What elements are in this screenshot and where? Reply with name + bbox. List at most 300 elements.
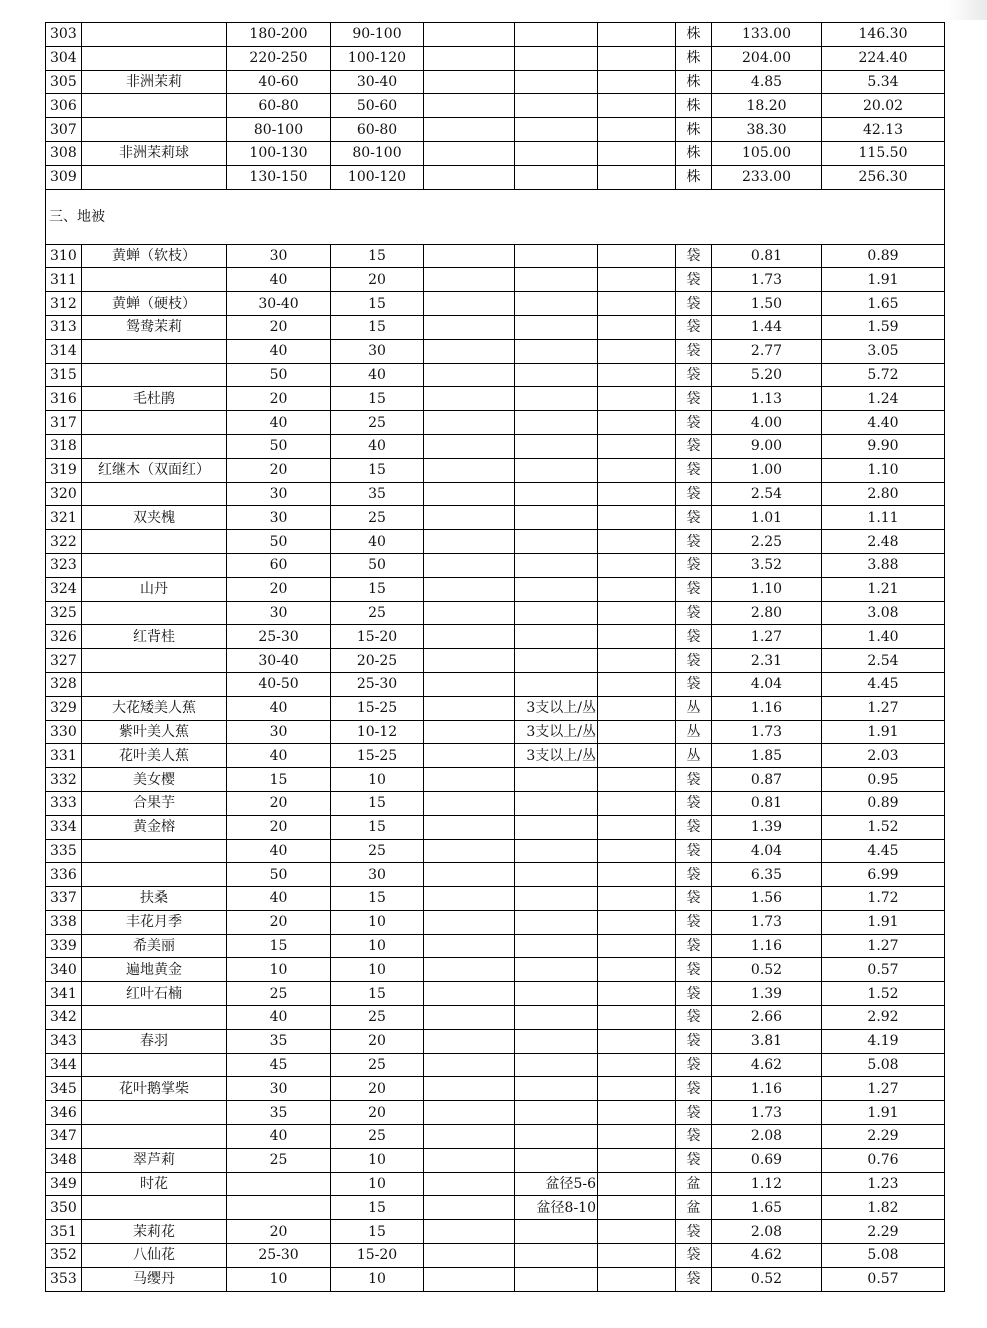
height-cm: 40 bbox=[227, 744, 331, 768]
extra-spec bbox=[424, 553, 515, 577]
table-row bbox=[46, 244, 945, 268]
table-row bbox=[46, 141, 945, 165]
extra-spec bbox=[424, 363, 515, 387]
table-row bbox=[46, 1125, 945, 1149]
height-cm: 30-40 bbox=[227, 292, 331, 316]
blank-cell bbox=[598, 1220, 676, 1244]
plant-name bbox=[82, 268, 227, 292]
unit: 株 bbox=[676, 70, 712, 94]
row-number: 317 bbox=[46, 411, 82, 435]
unit: 袋 bbox=[676, 1077, 712, 1101]
spread-cm: 20-25 bbox=[331, 649, 424, 673]
price-2: 4.45 bbox=[822, 672, 945, 696]
extra-spec bbox=[424, 1101, 515, 1125]
height-cm: 50 bbox=[227, 363, 331, 387]
spread-cm: 25 bbox=[331, 1006, 424, 1030]
unit: 袋 bbox=[676, 649, 712, 673]
remark bbox=[515, 863, 598, 887]
spread-cm: 30-40 bbox=[331, 70, 424, 94]
row-number: 320 bbox=[46, 482, 82, 506]
height-cm: 30 bbox=[227, 601, 331, 625]
extra-spec bbox=[424, 696, 515, 720]
price-1: 4.62 bbox=[712, 1244, 822, 1268]
price-2: 2.80 bbox=[822, 482, 945, 506]
blank-cell bbox=[598, 768, 676, 792]
unit: 株 bbox=[676, 46, 712, 70]
height-cm: 35 bbox=[227, 1101, 331, 1125]
price-2: 2.29 bbox=[822, 1220, 945, 1244]
price-2: 5.08 bbox=[822, 1053, 945, 1077]
blank-cell bbox=[598, 46, 676, 70]
blank-cell bbox=[598, 458, 676, 482]
height-cm: 40 bbox=[227, 696, 331, 720]
row-number: 316 bbox=[46, 387, 82, 411]
unit: 袋 bbox=[676, 339, 712, 363]
table-row bbox=[46, 553, 945, 577]
blank-cell bbox=[598, 553, 676, 577]
unit: 袋 bbox=[676, 768, 712, 792]
price-2: 0.89 bbox=[822, 244, 945, 268]
remark bbox=[515, 315, 598, 339]
price-2: 0.57 bbox=[822, 1267, 945, 1291]
height-cm: 25 bbox=[227, 1148, 331, 1172]
plant-name: 黄蝉（硬枝） bbox=[82, 292, 227, 316]
plant-name bbox=[82, 46, 227, 70]
spread-cm: 40 bbox=[331, 434, 424, 458]
row-number: 344 bbox=[46, 1053, 82, 1077]
price-1: 1.16 bbox=[712, 1077, 822, 1101]
row-number: 340 bbox=[46, 958, 82, 982]
remark bbox=[515, 553, 598, 577]
remark bbox=[515, 339, 598, 363]
remark bbox=[515, 118, 598, 142]
spread-cm: 30 bbox=[331, 863, 424, 887]
remark bbox=[515, 815, 598, 839]
height-cm: 100-130 bbox=[227, 141, 331, 165]
price-1: 4.04 bbox=[712, 672, 822, 696]
extra-spec bbox=[424, 292, 515, 316]
table-row bbox=[46, 363, 945, 387]
extra-spec bbox=[424, 244, 515, 268]
price-table bbox=[45, 22, 945, 1292]
remark bbox=[515, 292, 598, 316]
remark bbox=[515, 46, 598, 70]
spread-cm: 15-20 bbox=[331, 1244, 424, 1268]
price-2: 1.91 bbox=[822, 720, 945, 744]
row-number: 338 bbox=[46, 910, 82, 934]
table-row bbox=[46, 625, 945, 649]
plant-name: 大花矮美人蕉 bbox=[82, 696, 227, 720]
row-number: 304 bbox=[46, 46, 82, 70]
height-cm: 220-250 bbox=[227, 46, 331, 70]
unit: 袋 bbox=[676, 958, 712, 982]
height-cm: 10 bbox=[227, 958, 331, 982]
remark bbox=[515, 839, 598, 863]
height-cm: 30 bbox=[227, 244, 331, 268]
row-number: 347 bbox=[46, 1125, 82, 1149]
extra-spec bbox=[424, 530, 515, 554]
plant-name bbox=[82, 530, 227, 554]
table-row bbox=[46, 530, 945, 554]
table-row bbox=[46, 23, 945, 47]
spread-cm: 100-120 bbox=[331, 165, 424, 189]
height-cm: 60 bbox=[227, 553, 331, 577]
remark bbox=[515, 887, 598, 911]
height-cm: 20 bbox=[227, 910, 331, 934]
table-row bbox=[46, 292, 945, 316]
unit: 袋 bbox=[676, 458, 712, 482]
blank-cell bbox=[598, 744, 676, 768]
row-number: 305 bbox=[46, 70, 82, 94]
row-number: 353 bbox=[46, 1267, 82, 1291]
plant-name bbox=[82, 553, 227, 577]
price-2: 1.21 bbox=[822, 577, 945, 601]
row-number: 331 bbox=[46, 744, 82, 768]
table-row bbox=[46, 601, 945, 625]
price-2: 2.03 bbox=[822, 744, 945, 768]
price-1: 1.16 bbox=[712, 696, 822, 720]
blank-cell bbox=[598, 958, 676, 982]
blank-cell bbox=[598, 934, 676, 958]
spread-cm: 60-80 bbox=[331, 118, 424, 142]
row-number: 323 bbox=[46, 553, 82, 577]
price-2: 1.65 bbox=[822, 292, 945, 316]
row-number: 342 bbox=[46, 1006, 82, 1030]
remark bbox=[515, 94, 598, 118]
spread-cm: 10 bbox=[331, 1267, 424, 1291]
extra-spec bbox=[424, 649, 515, 673]
extra-spec bbox=[424, 506, 515, 530]
height-cm: 15 bbox=[227, 768, 331, 792]
unit: 袋 bbox=[676, 411, 712, 435]
extra-spec bbox=[424, 720, 515, 744]
unit: 袋 bbox=[676, 1029, 712, 1053]
price-1: 1.73 bbox=[712, 1101, 822, 1125]
height-cm: 25-30 bbox=[227, 1244, 331, 1268]
price-1: 2.08 bbox=[712, 1125, 822, 1149]
remark bbox=[515, 244, 598, 268]
remark bbox=[515, 268, 598, 292]
extra-spec bbox=[424, 1148, 515, 1172]
table-row bbox=[46, 1148, 945, 1172]
blank-cell bbox=[598, 1172, 676, 1196]
remark bbox=[515, 530, 598, 554]
spread-cm: 15-25 bbox=[331, 744, 424, 768]
unit: 袋 bbox=[676, 982, 712, 1006]
height-cm: 50 bbox=[227, 530, 331, 554]
blank-cell bbox=[598, 292, 676, 316]
remark bbox=[515, 387, 598, 411]
unit: 株 bbox=[676, 94, 712, 118]
plant-name: 丰花月季 bbox=[82, 910, 227, 934]
row-number: 332 bbox=[46, 768, 82, 792]
blank-cell bbox=[598, 696, 676, 720]
price-1: 3.52 bbox=[712, 553, 822, 577]
extra-spec bbox=[424, 141, 515, 165]
blank-cell bbox=[598, 141, 676, 165]
section-header-body bbox=[46, 189, 945, 244]
spread-cm: 15 bbox=[331, 292, 424, 316]
table-row bbox=[46, 744, 945, 768]
unit: 株 bbox=[676, 165, 712, 189]
row-number: 346 bbox=[46, 1101, 82, 1125]
table-row bbox=[46, 118, 945, 142]
row-number: 315 bbox=[46, 363, 82, 387]
row-number: 311 bbox=[46, 268, 82, 292]
price-2: 5.72 bbox=[822, 363, 945, 387]
price-2: 3.08 bbox=[822, 601, 945, 625]
unit: 袋 bbox=[676, 434, 712, 458]
row-number: 306 bbox=[46, 94, 82, 118]
price-2: 1.52 bbox=[822, 982, 945, 1006]
price-1: 1.56 bbox=[712, 887, 822, 911]
unit: 丛 bbox=[676, 720, 712, 744]
price-2: 4.19 bbox=[822, 1029, 945, 1053]
price-1: 2.08 bbox=[712, 1220, 822, 1244]
row-number: 345 bbox=[46, 1077, 82, 1101]
price-1: 2.31 bbox=[712, 649, 822, 673]
plant-name bbox=[82, 118, 227, 142]
blank-cell bbox=[598, 94, 676, 118]
remark bbox=[515, 482, 598, 506]
plant-name: 八仙花 bbox=[82, 1244, 227, 1268]
plant-name: 花叶美人蕉 bbox=[82, 744, 227, 768]
blank-cell bbox=[598, 1196, 676, 1220]
price-2: 0.95 bbox=[822, 768, 945, 792]
remark bbox=[515, 934, 598, 958]
blank-cell bbox=[598, 649, 676, 673]
extra-spec bbox=[424, 768, 515, 792]
remark bbox=[515, 601, 598, 625]
price-2: 2.29 bbox=[822, 1125, 945, 1149]
extra-spec bbox=[424, 387, 515, 411]
table-row bbox=[46, 434, 945, 458]
height-cm: 20 bbox=[227, 1220, 331, 1244]
height-cm: 40 bbox=[227, 887, 331, 911]
extra-spec bbox=[424, 339, 515, 363]
height-cm: 30 bbox=[227, 1077, 331, 1101]
price-2: 1.82 bbox=[822, 1196, 945, 1220]
table-row bbox=[46, 94, 945, 118]
height-cm: 35 bbox=[227, 1029, 331, 1053]
price-2: 9.90 bbox=[822, 434, 945, 458]
remark bbox=[515, 982, 598, 1006]
plant-name bbox=[82, 1053, 227, 1077]
height-cm: 30-40 bbox=[227, 649, 331, 673]
height-cm: 45 bbox=[227, 1053, 331, 1077]
spread-cm: 20 bbox=[331, 1029, 424, 1053]
height-cm: 20 bbox=[227, 791, 331, 815]
unit: 袋 bbox=[676, 1125, 712, 1149]
extra-spec bbox=[424, 625, 515, 649]
price-1: 18.20 bbox=[712, 94, 822, 118]
remark bbox=[515, 165, 598, 189]
price-1: 38.30 bbox=[712, 118, 822, 142]
table-row bbox=[46, 791, 945, 815]
plant-name bbox=[82, 23, 227, 47]
remark bbox=[515, 1029, 598, 1053]
price-1: 1.73 bbox=[712, 910, 822, 934]
height-cm: 20 bbox=[227, 315, 331, 339]
row-number: 324 bbox=[46, 577, 82, 601]
extra-spec bbox=[424, 577, 515, 601]
extra-spec bbox=[424, 315, 515, 339]
blank-cell bbox=[598, 118, 676, 142]
blank-cell bbox=[598, 1244, 676, 1268]
price-2: 1.91 bbox=[822, 910, 945, 934]
spread-cm: 10 bbox=[331, 958, 424, 982]
price-1: 3.81 bbox=[712, 1029, 822, 1053]
unit: 袋 bbox=[676, 482, 712, 506]
blank-cell bbox=[598, 23, 676, 47]
table-row bbox=[46, 696, 945, 720]
remark bbox=[515, 1244, 598, 1268]
blank-cell bbox=[598, 387, 676, 411]
spread-cm: 15-25 bbox=[331, 696, 424, 720]
plant-name: 双夹槐 bbox=[82, 506, 227, 530]
price-1: 1.00 bbox=[712, 458, 822, 482]
row-number: 307 bbox=[46, 118, 82, 142]
remark: 盆径5-6 bbox=[515, 1172, 598, 1196]
blank-cell bbox=[598, 1101, 676, 1125]
row-number: 341 bbox=[46, 982, 82, 1006]
blank-cell bbox=[598, 720, 676, 744]
price-1: 0.52 bbox=[712, 958, 822, 982]
spread-cm: 15 bbox=[331, 815, 424, 839]
row-number: 333 bbox=[46, 791, 82, 815]
remark bbox=[515, 768, 598, 792]
remark bbox=[515, 1125, 598, 1149]
row-number: 328 bbox=[46, 672, 82, 696]
price-2: 4.45 bbox=[822, 839, 945, 863]
spread-cm: 25 bbox=[331, 1053, 424, 1077]
plant-name: 红叶石楠 bbox=[82, 982, 227, 1006]
spread-cm: 15 bbox=[331, 458, 424, 482]
price-1: 1.01 bbox=[712, 506, 822, 530]
table-row bbox=[46, 958, 945, 982]
extra-spec bbox=[424, 458, 515, 482]
row-number: 352 bbox=[46, 1244, 82, 1268]
row-number: 319 bbox=[46, 458, 82, 482]
row-number: 303 bbox=[46, 23, 82, 47]
price-2: 1.27 bbox=[822, 696, 945, 720]
row-number: 334 bbox=[46, 815, 82, 839]
remark: 盆径8-10 bbox=[515, 1196, 598, 1220]
spread-cm: 15 bbox=[331, 887, 424, 911]
blank-cell bbox=[598, 887, 676, 911]
price-1: 0.69 bbox=[712, 1148, 822, 1172]
extra-spec bbox=[424, 70, 515, 94]
extra-spec bbox=[424, 910, 515, 934]
blank-cell bbox=[598, 863, 676, 887]
plant-name: 希美丽 bbox=[82, 934, 227, 958]
price-1: 1.73 bbox=[712, 720, 822, 744]
plant-name bbox=[82, 411, 227, 435]
table-row bbox=[46, 70, 945, 94]
price-2: 1.59 bbox=[822, 315, 945, 339]
unit: 袋 bbox=[676, 1244, 712, 1268]
spread-cm: 10 bbox=[331, 1172, 424, 1196]
height-cm: 40 bbox=[227, 839, 331, 863]
extra-spec bbox=[424, 1172, 515, 1196]
spread-cm: 15 bbox=[331, 791, 424, 815]
blank-cell bbox=[598, 815, 676, 839]
unit: 袋 bbox=[676, 1006, 712, 1030]
plant-name bbox=[82, 601, 227, 625]
plant-name bbox=[82, 649, 227, 673]
table-row bbox=[46, 458, 945, 482]
height-cm: 20 bbox=[227, 815, 331, 839]
remark bbox=[515, 458, 598, 482]
row-number: 348 bbox=[46, 1148, 82, 1172]
price-1: 2.77 bbox=[712, 339, 822, 363]
remark bbox=[515, 70, 598, 94]
unit: 株 bbox=[676, 118, 712, 142]
extra-spec bbox=[424, 165, 515, 189]
price-1: 1.85 bbox=[712, 744, 822, 768]
spread-cm: 15 bbox=[331, 244, 424, 268]
unit: 株 bbox=[676, 23, 712, 47]
price-1: 9.00 bbox=[712, 434, 822, 458]
plant-name: 合果芋 bbox=[82, 791, 227, 815]
row-number: 308 bbox=[46, 141, 82, 165]
price-1: 4.85 bbox=[712, 70, 822, 94]
extra-spec bbox=[424, 791, 515, 815]
extra-spec bbox=[424, 815, 515, 839]
row-number: 326 bbox=[46, 625, 82, 649]
unit: 袋 bbox=[676, 601, 712, 625]
remark bbox=[515, 577, 598, 601]
price-2: 1.91 bbox=[822, 1101, 945, 1125]
extra-spec bbox=[424, 1053, 515, 1077]
table-row bbox=[46, 815, 945, 839]
page-edge-shadow bbox=[947, 0, 987, 20]
remark bbox=[515, 411, 598, 435]
blank-cell bbox=[598, 70, 676, 94]
row-number: 327 bbox=[46, 649, 82, 673]
height-cm: 30 bbox=[227, 720, 331, 744]
remark bbox=[515, 434, 598, 458]
extra-spec bbox=[424, 434, 515, 458]
price-2: 5.34 bbox=[822, 70, 945, 94]
height-cm: 40 bbox=[227, 411, 331, 435]
row-number: 329 bbox=[46, 696, 82, 720]
plant-name: 花叶鹅掌柴 bbox=[82, 1077, 227, 1101]
price-1: 2.54 bbox=[712, 482, 822, 506]
row-number: 309 bbox=[46, 165, 82, 189]
price-1: 4.62 bbox=[712, 1053, 822, 1077]
unit: 袋 bbox=[676, 1053, 712, 1077]
plant-name: 春羽 bbox=[82, 1029, 227, 1053]
table-row bbox=[46, 910, 945, 934]
row-number: 312 bbox=[46, 292, 82, 316]
plant-name: 马缨丹 bbox=[82, 1267, 227, 1291]
spread-cm: 10-12 bbox=[331, 720, 424, 744]
blank-cell bbox=[598, 1148, 676, 1172]
height-cm: 50 bbox=[227, 863, 331, 887]
plant-name: 茉莉花 bbox=[82, 1220, 227, 1244]
price-1: 0.52 bbox=[712, 1267, 822, 1291]
spread-cm: 15 bbox=[331, 1220, 424, 1244]
plant-name bbox=[82, 672, 227, 696]
blank-cell bbox=[598, 244, 676, 268]
blank-cell bbox=[598, 839, 676, 863]
unit: 袋 bbox=[676, 815, 712, 839]
plant-name bbox=[82, 1125, 227, 1149]
row-number: 321 bbox=[46, 506, 82, 530]
spread-cm: 25-30 bbox=[331, 672, 424, 696]
table-row bbox=[46, 1244, 945, 1268]
